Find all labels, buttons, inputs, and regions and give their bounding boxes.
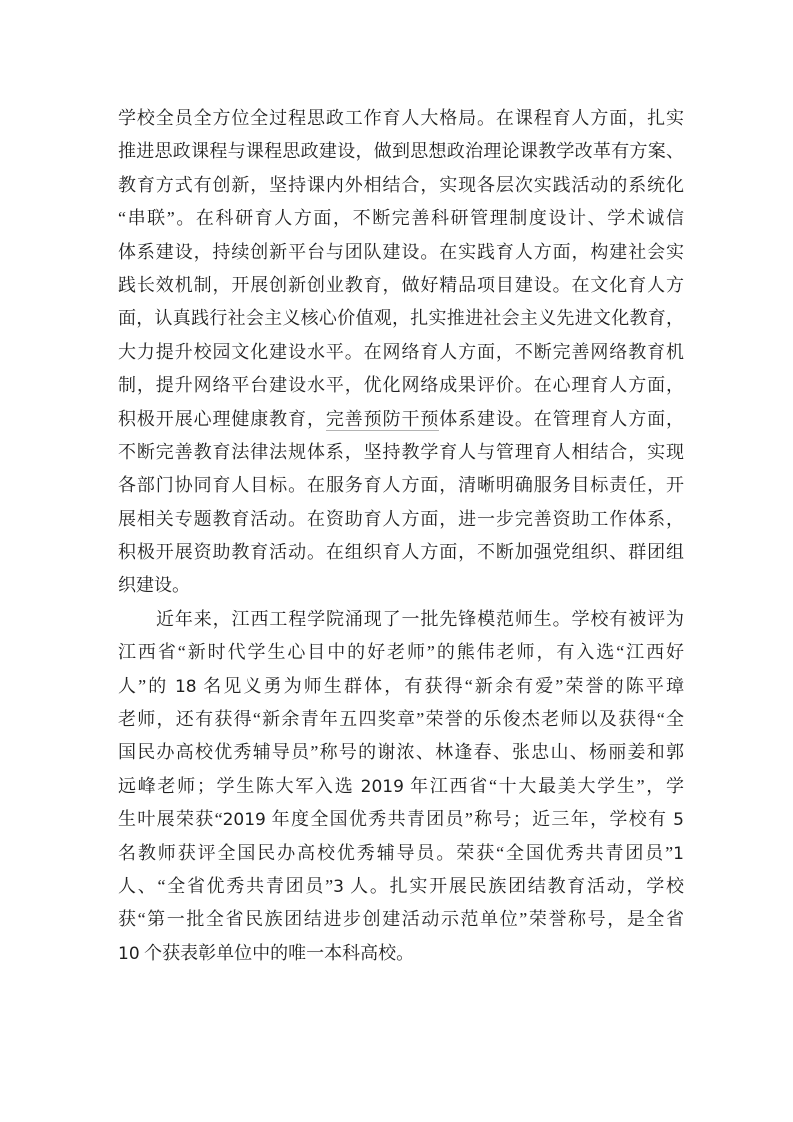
text-line: 积极开展资助教育活动。在组织育人方面，不断加强党组织、群团组 bbox=[118, 542, 684, 563]
numeric-text: 2019 bbox=[360, 776, 404, 797]
text-line: 生叶展荣获“2019 年度全国优秀共青团员”称号；近三年，学校有 5 bbox=[118, 809, 684, 831]
text-line: 制，提升网络平台建设水平，优化网络成果评价。在心理育人方面， bbox=[118, 375, 684, 396]
paragraph-1 bbox=[118, 102, 684, 603]
text-line: 人、“全省优秀共青团员”3 人。扎实开展民族团结教育活动，学校 bbox=[118, 875, 684, 897]
grammar-check-underline: 完善预防干预 bbox=[325, 408, 440, 429]
text-line: 大力提升校园文化建设水平。在网络育人方面，不断完善网络教育机 bbox=[118, 341, 684, 362]
text-line: 10 个获表彰单位中的唯一本科高校。 bbox=[118, 942, 415, 964]
text-line: 践长效机制，开展创新创业教育，做好精品项目建设。在文化育人方 bbox=[118, 274, 684, 295]
text-line: 教育方式有创新，坚持课内外相结合，实现各层次实践活动的系统化 bbox=[118, 174, 684, 195]
text-line: 面，认真践行社会主义核心价值观，扎实推进社会主义先进文化教育， bbox=[118, 308, 684, 329]
text-line: 展相关专题教育活动。在资助育人方面，进一步完善资助工作体系， bbox=[118, 508, 684, 529]
text-line: 织建设。 bbox=[118, 575, 190, 596]
numeric-text: 2019 bbox=[222, 810, 266, 831]
text-line: 国民办高校优秀辅导员”称号的谢浓、林逢春、张忠山、杨丽姜和郭 bbox=[118, 742, 684, 763]
text-line: 体系建设，持续创新平台与团队建设。在实践育人方面，构建社会实 bbox=[118, 241, 684, 262]
text-line: 远峰老师；学生陈大军入选 2019 年江西省“十大最美大学生”，学 bbox=[118, 775, 684, 797]
text-line: 人”的 18 名见义勇为师生群体，有获得“新余有爱”荣誉的陈平璋 bbox=[118, 675, 684, 697]
numeric-text: 1 bbox=[673, 843, 684, 864]
text-line: 江西省“新时代学生心目中的好老师”的熊伟老师，有入选“江西好 bbox=[118, 642, 684, 663]
text-line: 名教师获评全国民办高校优秀辅导员。荣获“全国优秀共青团员”1 bbox=[118, 842, 684, 864]
text-line: 近年来，江西工程学院涌现了一批先锋模范师生。学校有被评为 bbox=[156, 608, 684, 629]
numeric-text: 3 bbox=[333, 876, 344, 897]
text-line: 各部门协同育人目标。在服务育人方面，清晰明确服务目标责任，开 bbox=[118, 475, 684, 496]
text-line: 老师，还有获得“新余青年五四奖章”荣誉的乐俊杰老师以及获得“全 bbox=[118, 709, 684, 730]
document-text-block bbox=[118, 102, 684, 970]
text-line: “串联”。在科研育人方面，不断完善科研管理制度设计、学术诚信 bbox=[118, 208, 684, 229]
text-line: 积极开展心理健康教育，完善预防干预体系建设。在管理育人方面， bbox=[118, 408, 684, 429]
numeric-text: 18 bbox=[174, 676, 197, 697]
text-line: 获“第一批全省民族团结进步创建活动示范单位”荣誉称号，是全省 bbox=[118, 909, 684, 930]
numeric-text: 10 bbox=[118, 943, 140, 964]
paragraph-2 bbox=[118, 603, 684, 970]
text-line: 学校全员全方位全过程思政工作育人大格局。在课程育人方面，扎实 bbox=[118, 108, 684, 128]
text-line: 推进思政课程与课程思政建设，做到思想政治理论课教学改革有方案、 bbox=[118, 141, 684, 162]
numeric-text: 5 bbox=[673, 810, 684, 831]
text-line: 不断完善教育法律法规体系，坚持教学育人与管理育人相结合，实现 bbox=[118, 441, 684, 462]
